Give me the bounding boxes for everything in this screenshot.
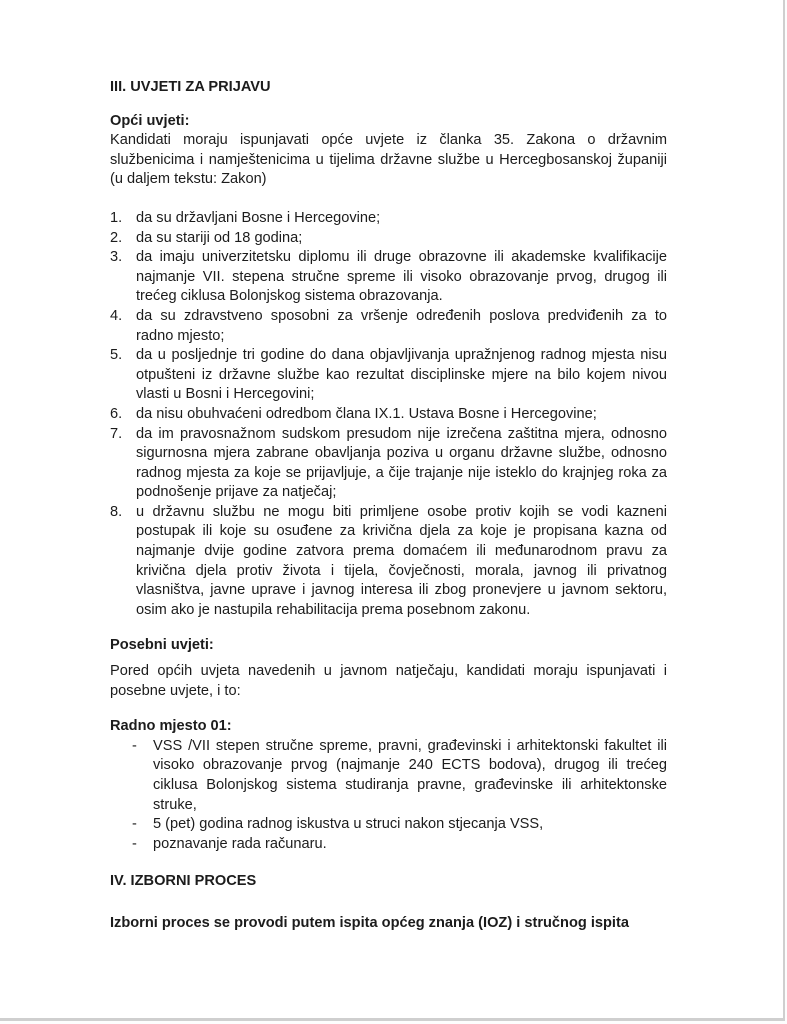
list-number: 7. (110, 425, 123, 442)
list-text: u državnu službu ne mogu biti primljene osobe protiv kojih se vodi kazneni postupak ili koje su osuđene za krivična djela za koje je propisana kazna od najmanje dvije godine zatvora prema domaćem ili međunarodnom pravu za krivična djela protiv života i tijela, čovječnosti, morala, javnog ili privatnog vlasništva, javne uprave i javnog interesa ili zbog pronevjere u javnom sektoru, osim ako je nastupila rehabilitacija prema posebnom zakonu. (136, 503, 667, 618)
list-number: 6. (110, 405, 123, 422)
list-text: da su zdravstveno sposobni za vršenje određenih poslova predviđenih za to radno mjesto; (136, 307, 667, 344)
list-text: da u posljednje tri godine do dana objavljivanja upražnjenog radnog mjesta nisu otpušteni iz državne službe kao rezultat disciplinske mjere na bilo kojem nivou vlasti u Bosni i Hercegovini; (136, 347, 667, 403)
list-text: da im pravosnažnom sudskom presudom nije izrečena zaštitna mjera, odnosno sigurnosna mjera zabrane obavljanja poziva u organu državne službe, odnosno radnog mjesta za koje se prijavljuje, a čije trajanje nije isteklo do krajnjeg roka za podnošenje prijave za natječaj; (136, 425, 667, 501)
list-item (110, 425, 667, 503)
list-text: da su državljani Bosne i Hercegovine; (136, 209, 381, 226)
dash-bullet: - (132, 835, 137, 852)
position-requirements-list (110, 737, 667, 855)
special-conditions-heading: Posebni uvjeti: (110, 637, 214, 654)
dash-bullet: - (132, 816, 137, 833)
section-3-title: III. UVJETI ZA PRIJAVU (110, 79, 271, 95)
list-item (110, 405, 667, 425)
list-item (110, 248, 667, 307)
list-text: da imaju univerzitetsku diplomu ili druge obrazovne ili akademske kvalifikacije najmanje VII. stepena stručne spreme ili visoko obrazovanje prvog, drugog ili trećeg ciklusa Bolonjskog sistema obrazovanja. (136, 249, 667, 305)
dash-bullet: - (132, 737, 137, 754)
list-text: da nisu obuhvaćeni odredbom člana IX.1. Ustava Bosne i Hercegovine; (136, 405, 597, 422)
list-item (110, 229, 667, 249)
list-text: 5 (pet) godina radnog iskustva u struci nakon stjecanja VSS, (153, 816, 544, 833)
list-number: 4. (110, 307, 123, 324)
position-heading: Radno mjesto 01: (110, 718, 232, 735)
special-conditions-intro: Pored općih uvjeta navedenih u javnom natječaju, kandidati moraju ispunjavati i posebne uvjete, i to: (110, 663, 667, 699)
list-number: 3. (110, 249, 123, 266)
general-conditions-list (110, 209, 667, 620)
selection-process-statement: Izborni proces se provodi putem ispita općeg znanja (IOZ) i stručnog ispita (110, 914, 629, 931)
list-text: da su stariji od 18 godina; (136, 229, 303, 246)
list-number: 2. (110, 229, 123, 246)
list-number: 1. (110, 209, 123, 226)
list-text: poznavanje rada računaru. (153, 835, 327, 852)
list-item (110, 737, 667, 815)
section-4-title: IV. IZBORNI PROCES (110, 873, 257, 890)
list-item (110, 307, 667, 346)
list-item (110, 209, 667, 229)
list-item (110, 815, 667, 835)
list-number: 5. (110, 347, 123, 364)
list-number: 8. (110, 503, 123, 520)
list-item (110, 346, 667, 405)
list-item (110, 835, 667, 855)
general-conditions-heading: Opći uvjeti: (110, 112, 190, 129)
list-item (110, 503, 667, 621)
document-content (110, 78, 667, 934)
general-conditions-intro: Kandidati moraju ispunjavati opće uvjete iz članka 35. Zakona o državnim službenicima i namještenicima u tijelima državne službe u Hercegbosanskoj županiji (u daljem tekstu: Zakon) (110, 132, 667, 188)
list-text: VSS /VII stepen stručne spreme, pravni, građevinski i arhitektonski fakultet ili visoko obrazovanje prvog (najmanje 240 ECTS bodova), drugog ili trećeg ciklusa Bolonjskog sistema studiranja pravne, građevinske ili arhitektonske struke, (153, 737, 667, 813)
